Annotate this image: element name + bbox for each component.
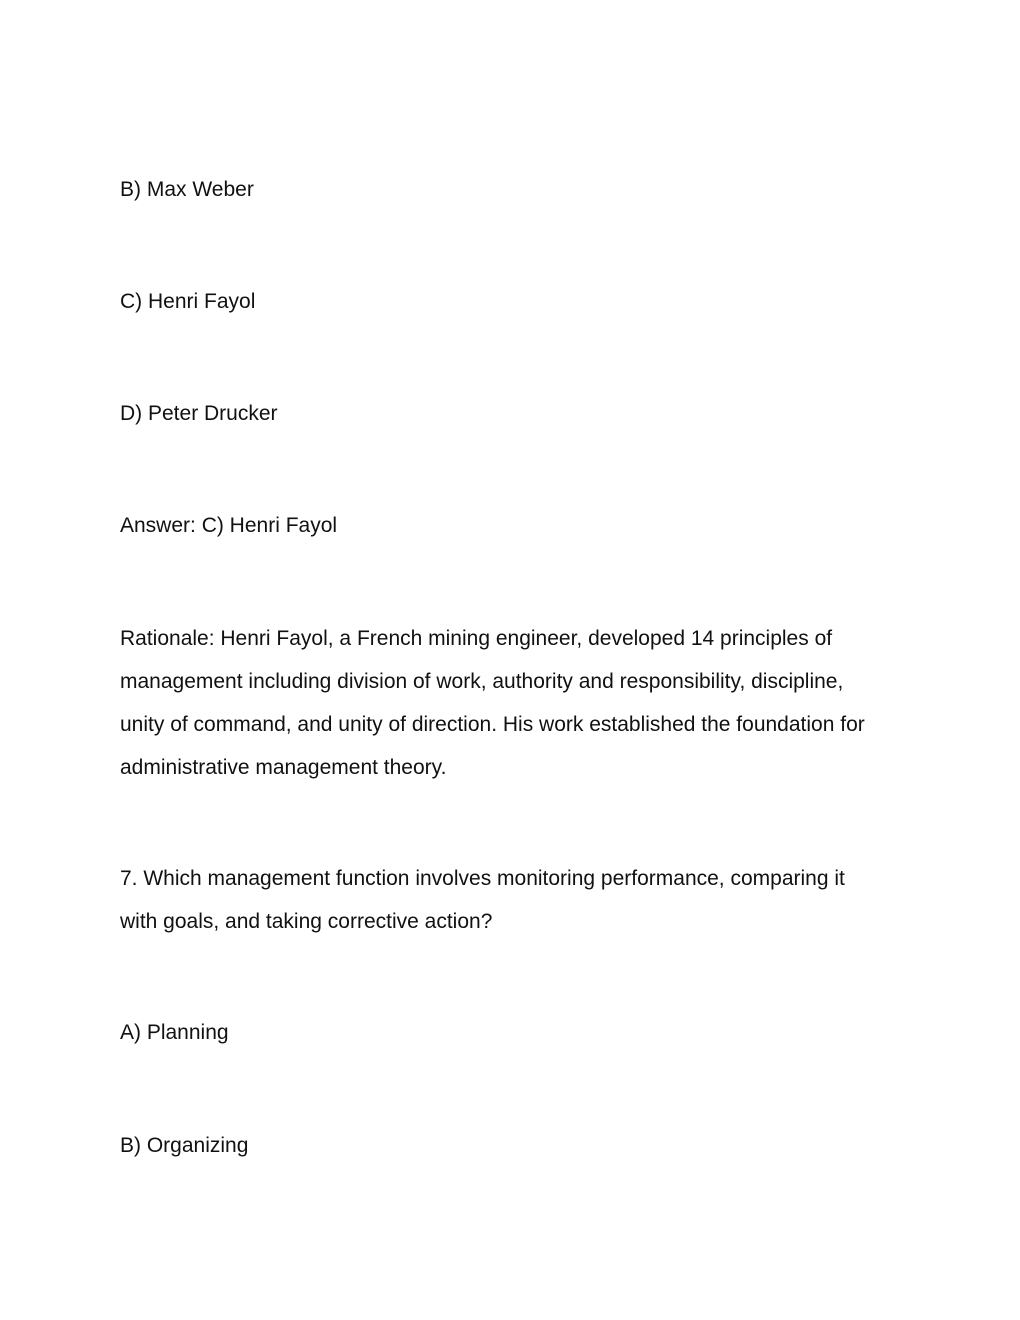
question-7	[120, 867, 910, 953]
question-line: with goals, and taking corrective action?	[120, 910, 493, 933]
rationale-line: unity of command, and unity of direction. His work established the foundation for	[120, 713, 865, 736]
option-c-henri-fayol: C) Henri Fayol	[120, 290, 256, 313]
option-b-organizing: B) Organizing	[120, 1134, 249, 1157]
answer-line: Answer: C) Henri Fayol	[120, 514, 338, 537]
option-d-peter-drucker: D) Peter Drucker	[120, 402, 278, 425]
rationale-line: management including division of work, authority and responsibility, discipline,	[120, 670, 844, 693]
rationale-paragraph	[120, 627, 910, 799]
question-line: 7. Which management function involves monitoring performance, comparing it	[120, 867, 845, 890]
rationale-line: administrative management theory.	[120, 756, 447, 779]
rationale-line: Rationale: Henri Fayol, a French mining engineer, developed 14 principles of	[120, 627, 833, 650]
option-b-max-weber: B) Max Weber	[120, 178, 254, 201]
option-a-planning: A) Planning	[120, 1021, 229, 1044]
